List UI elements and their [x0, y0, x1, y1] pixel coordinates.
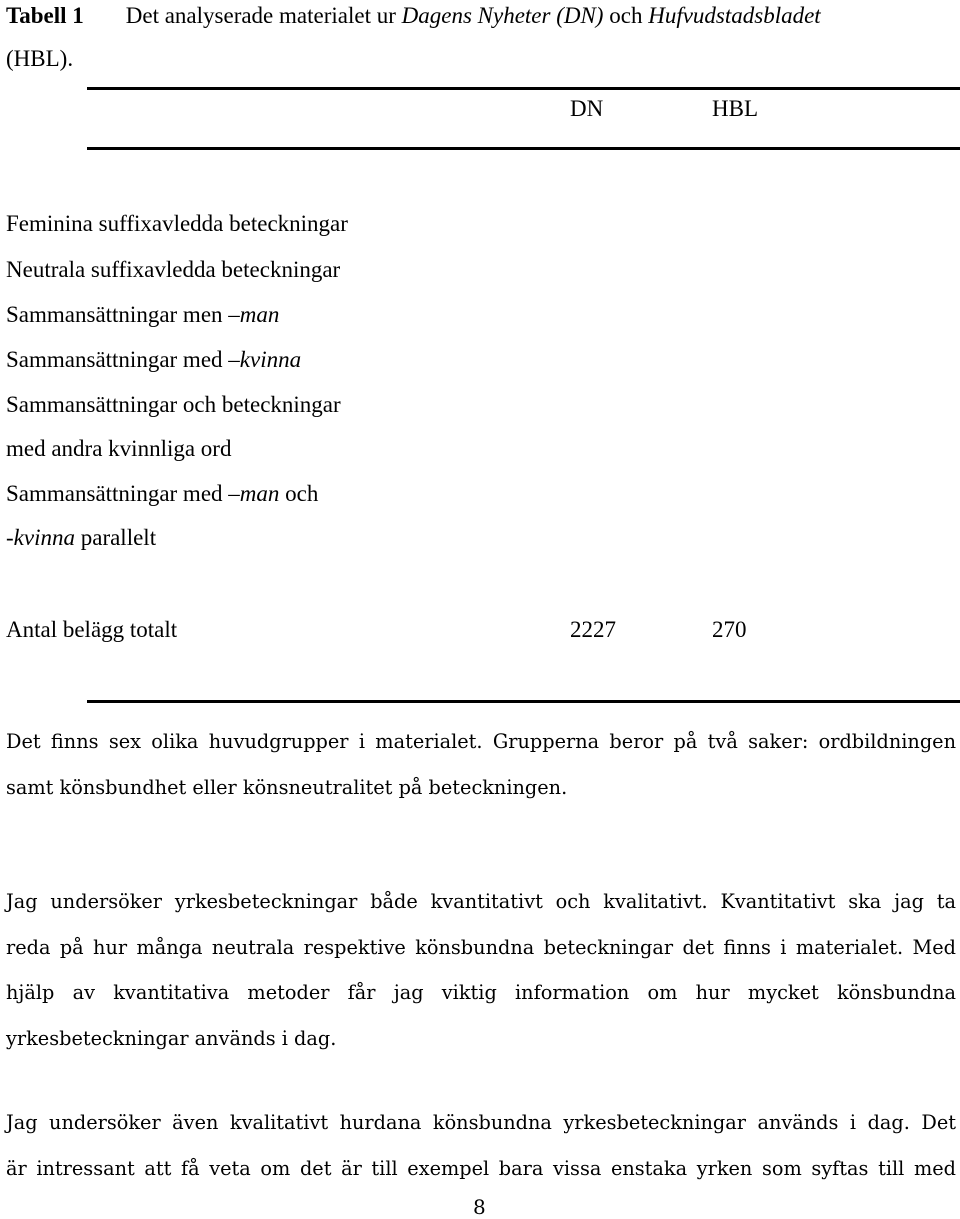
caption-hbl-italic: Hufvudstadsbladet — [648, 3, 821, 28]
total-row-label: Antal belägg totalt — [6, 617, 178, 642]
paragraph-2 — [6, 879, 956, 1061]
table-header-rule — [87, 147, 960, 150]
row-label-part: Sammansättningar men — [6, 302, 229, 327]
table-row — [6, 258, 340, 281]
row-label-part: –man — [228, 481, 280, 506]
caption-dn-italic: Dagens Nyheter (DN) — [401, 3, 604, 28]
paragraph-1 — [6, 719, 956, 810]
paragraph-line: är intressant att få veta om det är till exempel bara vissa enstaka yrken som syftas till med — [6, 1156, 956, 1180]
table-row — [6, 437, 231, 460]
paragraph-3 — [6, 1100, 956, 1191]
row-label-part: parallelt — [74, 525, 157, 550]
column-header-hbl: HBL — [712, 96, 758, 121]
row-label-part: Sammansättningar med — [6, 347, 229, 372]
row-label-part: och — [279, 481, 319, 506]
row-label-part: - — [6, 525, 14, 550]
row-label-part: kvinna — [13, 525, 75, 550]
caption-label: Tabell 1 — [6, 3, 84, 28]
row-label-part: Sammansättningar med — [6, 481, 229, 506]
table-top-rule — [87, 87, 960, 90]
caption-continuation: (HBL). — [6, 46, 74, 71]
row-label-part: Feminina suffixavledda beteckningar — [6, 211, 348, 236]
table-row — [6, 212, 348, 235]
paragraph-line: Jag undersöker även kvalitativt hurdana könsbundna yrkesbeteckningar används i dag. Det — [6, 1111, 956, 1134]
table-row — [6, 526, 156, 549]
paragraph-line: Det finns sex olika huvudgrupper i materialet. Grupperna beror på två saker: ordbildningen — [6, 730, 956, 753]
row-label-part: med andra kvinnliga ord — [6, 436, 232, 461]
table-row — [6, 393, 341, 416]
paragraph-line: yrkesbeteckningar används i dag. — [6, 1026, 337, 1050]
table-bottom-rule — [87, 700, 960, 703]
paragraph-line: samt könsbundhet eller könsneutralitet på beteckningen. — [6, 775, 568, 799]
table-row — [6, 482, 318, 505]
table-caption — [6, 4, 956, 27]
caption-text-a: Det analyserade materialet ur — [125, 3, 402, 28]
total-dn-value: 2227 — [570, 617, 616, 642]
paragraph-line: hjälp av kvantitativa metoder får jag viktig information om hur mycket könsbundna — [6, 981, 956, 1004]
row-label-part: –kvinna — [228, 347, 302, 372]
page-number: 8 — [473, 1195, 486, 1219]
caption-text-b: och — [603, 3, 649, 28]
row-label-part: Neutrala suffixavledda beteckningar — [6, 257, 341, 282]
total-hbl-value: 270 — [712, 617, 747, 642]
row-label-part: Sammansättningar och beteckningar — [6, 392, 341, 417]
paragraph-line: Jag undersöker yrkesbeteckningar både kvantitativt och kvalitativt. Kvantitativt ska jag ta — [6, 890, 956, 913]
column-header-dn: DN — [570, 96, 604, 121]
table-row — [6, 348, 301, 371]
table-row — [6, 303, 279, 326]
row-label-part: –man — [228, 302, 280, 327]
paragraph-line: reda på hur många neutrala respektive könsbundna beteckningar det finns i materialet. Med — [6, 935, 956, 959]
